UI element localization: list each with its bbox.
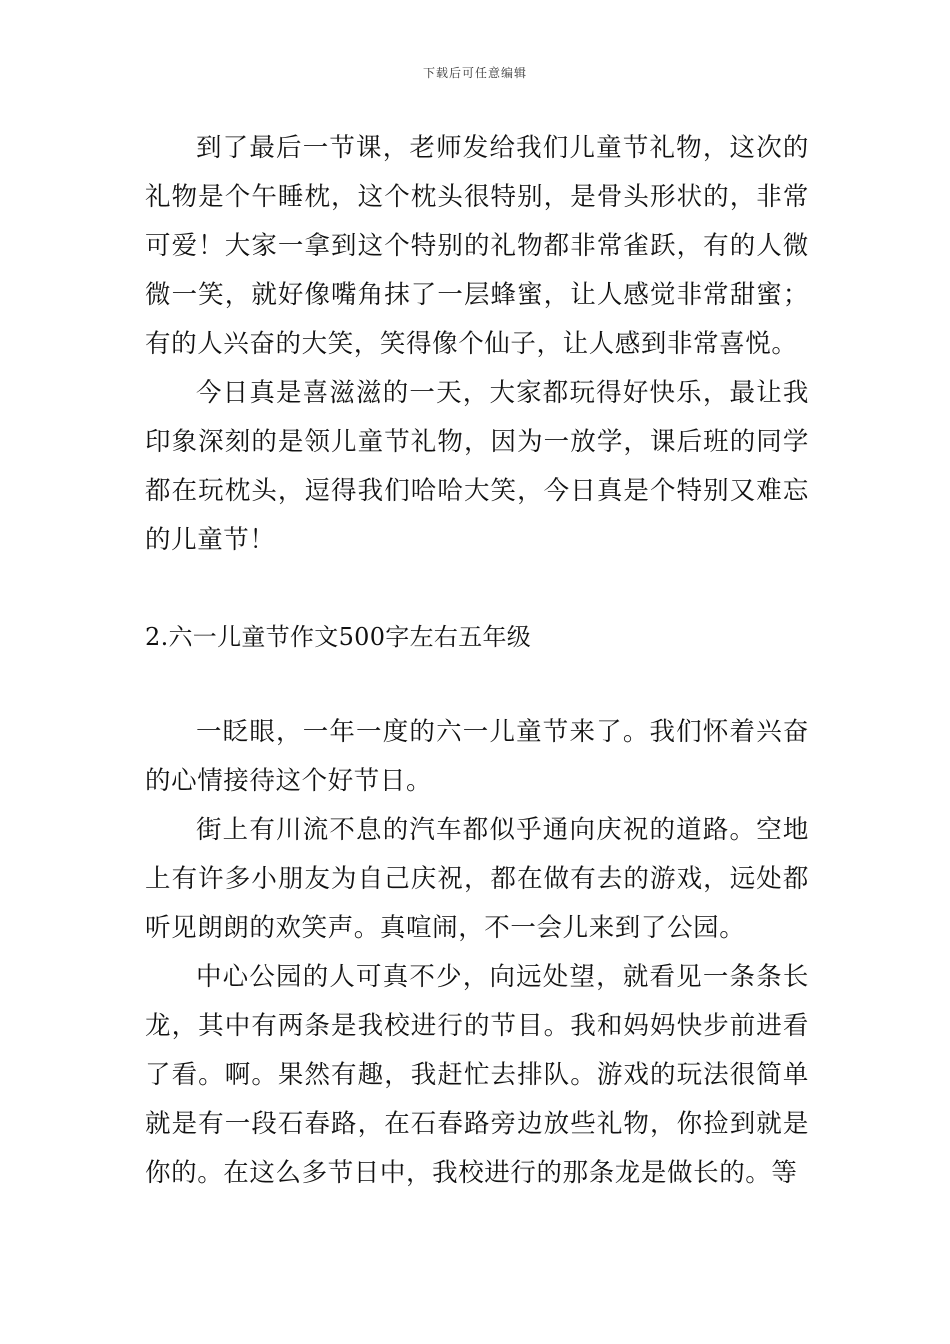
- paragraph: 一眨眼，一年一度的六一儿童节来了。我们怀着兴奋的心情接待这个好节日。: [145, 717, 809, 796]
- paragraph: 街上有川流不息的汽车都似乎通向庆祝的道路。空地上有许多小朋友为自己庆祝，都在做有去的游戏，远处都听见朗朗的欢笑声。真喧闹，不一会儿来到了公园。: [145, 815, 809, 943]
- paragraph: 到了最后一节课，老师发给我们儿童节礼物，这次的礼物是个午睡枕，这个枕头很特别，是骨头形状的，非常可爱！大家一拿到这个特别的礼物都非常雀跃，有的人微微一笑，就好像嘴角抹了一层蜂蜜，让人感觉非常甜蜜；有的人兴奋的大笑，笑得像个仙子，让人感到非常喜悦。: [145, 133, 809, 359]
- document-body: [145, 124, 809, 1198]
- section-heading: 2.六一儿童节作文500字左右五年级: [145, 623, 532, 651]
- paragraph: 中心公园的人可真不少，向远处望，就看见一条条长龙，其中有两条是我校进行的节目。我和妈妈快步前进看了看。啊。果然有趣，我赶忙去排队。游戏的玩法很简单就是有一段石春路，在石春路旁边放些礼物，你捡到就是你的。在这么多节日中，我校进行的那条龙是做长的。等: [145, 962, 809, 1188]
- paragraph: 今日真是喜滋滋的一天，大家都玩得好快乐，最让我印象深刻的是领儿童节礼物，因为一放学，课后班的同学都在玩枕头，逗得我们哈哈大笑，今日真是个特别又难忘的儿童节！: [145, 378, 809, 555]
- page-header: 下载后可任意编辑: [422, 66, 527, 80]
